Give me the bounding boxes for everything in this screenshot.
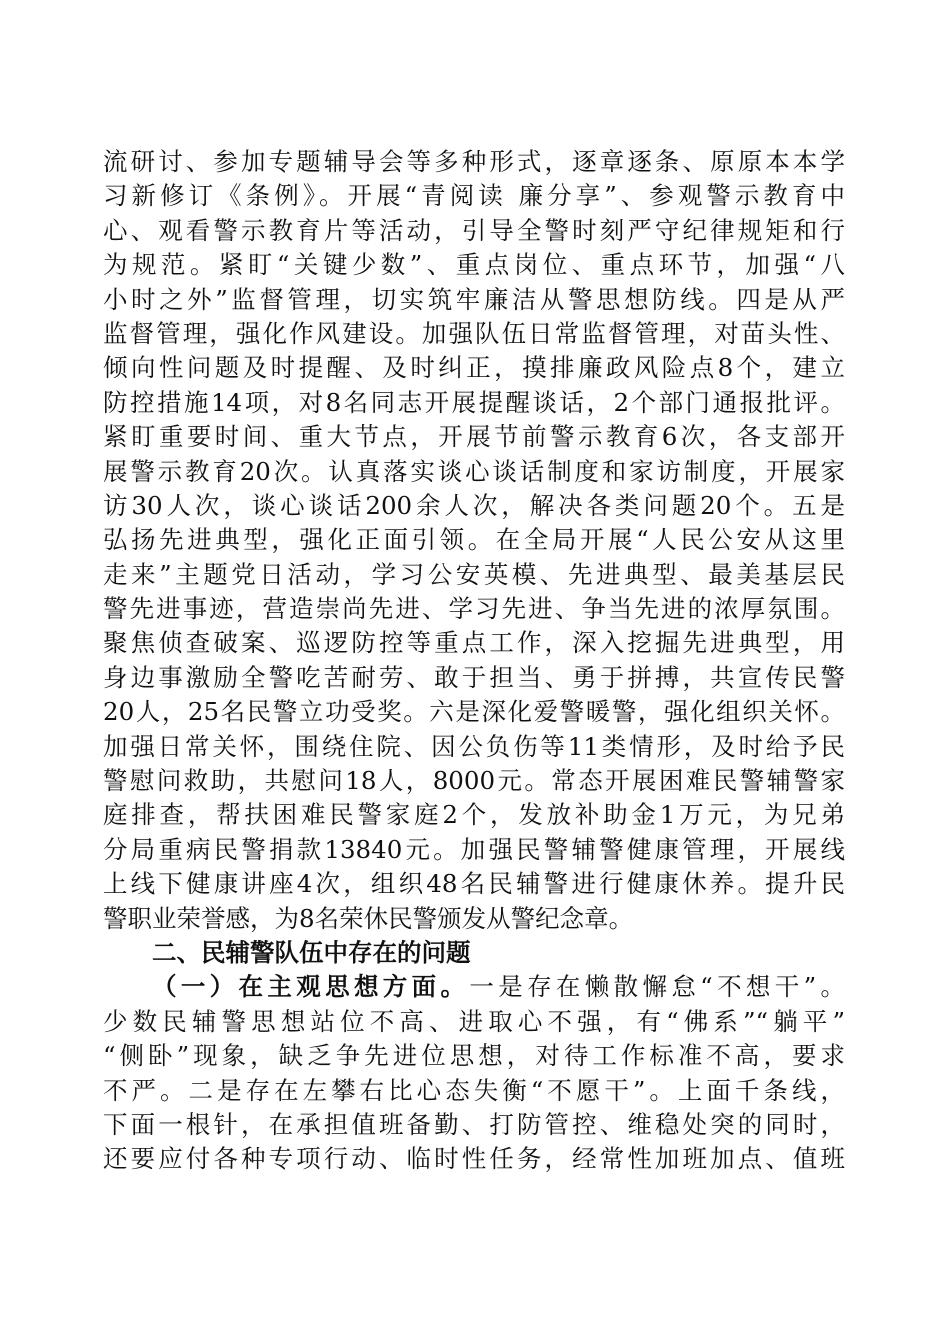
text-line: 流研讨、参加专题辅导会等多种形式，逐章逐条、原原本本学 <box>103 147 845 176</box>
text-line: 还要应付各种专项行动、临时性任务，经常性加班加点、值班 <box>103 1144 845 1174</box>
text-line: 紧盯重要时间、重大节点，开展节前警示教育6次，各支部开 <box>103 422 845 452</box>
text-line: 警慰问救助，共慰问18人，8000元。常态开展困难民警辅警家 <box>103 766 845 796</box>
text-line: 上线下健康讲座4次，组织48名民辅警进行健康休养。提升民 <box>103 869 845 899</box>
text-line: 展警示教育20次。认真落实谈心谈话制度和家访制度，开展家 <box>103 456 845 486</box>
text-line: 加强日常关怀，围绕住院、因公负伤等11类情形，及时给予民 <box>103 731 845 761</box>
text-line: 一是存在懒散懈怠“不想干”。 <box>469 972 845 1002</box>
text-line: 聚焦侦查破案、巡逻防控等重点工作，深入挖掘先进典型，用 <box>103 628 845 658</box>
section-heading: 二、民辅警队伍中存在的问题 <box>152 937 471 967</box>
paragraph-1 <box>103 145 845 936</box>
text-line: 倾向性问题及时提醒、及时纠正，摸排廉政风险点8个，建立 <box>103 353 845 383</box>
text-line: 不严。二是存在左攀右比心态失衡“不愿干”。上面千条线， <box>103 1075 845 1105</box>
text-line: 心、观看警示教育片等活动，引导全警时刻严守纪律规矩和行 <box>103 215 845 245</box>
subsection-label: （一）在主观思想方面。 <box>152 972 470 1002</box>
text-line: 20人，25名民警立功受奖。六是深化爱警暖警，强化组织关怀。 <box>103 697 845 727</box>
text-line: 弘扬先进典型，强化正面引领。在全局开展“人民公安从这里 <box>103 525 845 555</box>
text-line: 庭排查，帮扶困难民警家庭2个，发放补助金1万元，为兄弟 <box>103 800 845 830</box>
text-line: “侧卧”现象，缺乏争先进位思想，对待工作标准不高，要求 <box>103 1041 845 1071</box>
text-line: 走来”主题党日活动，学习公安英模、先进典型、最美基层民 <box>103 559 845 589</box>
text-line: 身边事激励全警吃苦耐劳、敢于担当、勇于拼搏，共宣传民警 <box>103 662 845 692</box>
paragraph-2-first-line <box>103 970 845 1004</box>
paragraph-2 <box>103 970 845 1176</box>
text-line: 小时之外”监督管理，切实筑牢廉洁从警思想防线。四是从严 <box>103 284 845 314</box>
text-line: 分局重病民警捐款13840元。加强民警辅警健康管理，开展线 <box>103 834 845 864</box>
text-line: 习新修订《条例》。开展“青阅读 廉分享”、参观警示教育中 <box>103 181 845 211</box>
document-body <box>103 145 845 1177</box>
text-line: 为规范。紧盯“关键少数”、重点岗位、重点环节，加强“八 <box>103 250 845 280</box>
text-line: 警先进事迹，营造崇尚先进、学习先进、争当先进的浓厚氛围。 <box>103 594 845 624</box>
text-line: 少数民辅警思想站位不高、进取心不强，有“佛系”“躺平” <box>103 1006 845 1036</box>
text-line: 访30人次，谈心谈话200余人次，解决各类问题20个。五是 <box>103 490 845 520</box>
text-line: 防控措施14项，对8名同志开展提醒谈话，2个部门通报批评。 <box>103 387 845 417</box>
text-line: 监督管理，强化作风建设。加强队伍日常监督管理，对苗头性、 <box>103 318 845 348</box>
text-line: 警职业荣誉感，为8名荣休民警颁发从警纪念章。 <box>103 903 634 933</box>
text-line: 下面一根针，在承担值班备勤、打防管控、维稳处突的同时， <box>103 1109 845 1139</box>
